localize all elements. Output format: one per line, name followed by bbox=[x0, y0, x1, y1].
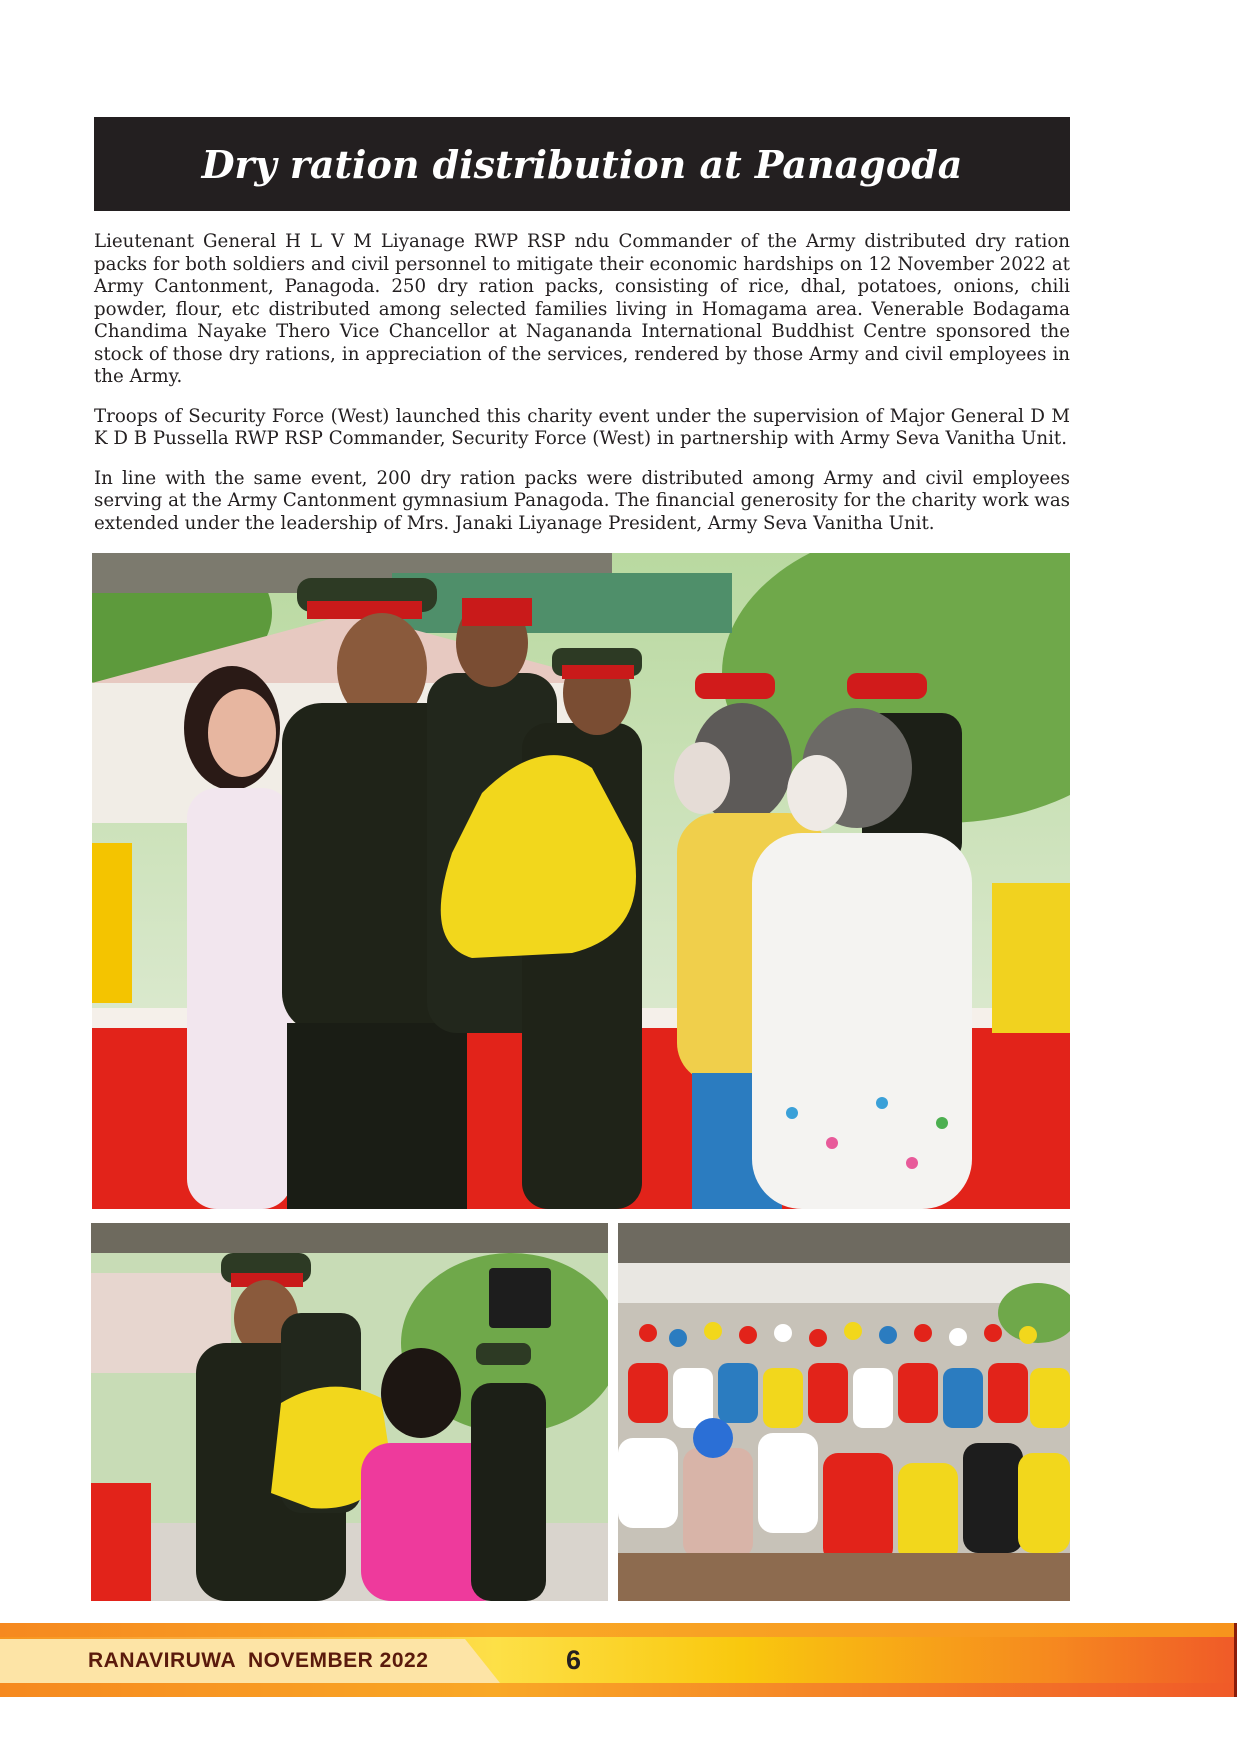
article-paragraph-3: In line with the same event, 200 dry ration packs were distributed among Army and civil employees serving at the Army Cantonment gymnasium Panagoda. The financial generosity for the charity work was extended under the leadership of Mrs. Janaki Liyanage President, Army Seva Vanitha Unit. bbox=[94, 467, 1070, 534]
footer-magazine-name: RANAVIRUWA bbox=[88, 1649, 237, 1672]
article-body bbox=[94, 231, 1070, 552]
photo-bottom-left bbox=[91, 1223, 608, 1601]
photo-bottom-left-image bbox=[91, 1223, 608, 1601]
title-banner bbox=[94, 117, 1070, 211]
page-number: 6 bbox=[566, 1645, 582, 1675]
footer-issue-date: NOVEMBER 2022 bbox=[248, 1649, 429, 1672]
footer-stripe-top bbox=[0, 1623, 1236, 1637]
footer-bar bbox=[0, 1623, 1236, 1697]
footer-stripe-bottom bbox=[0, 1683, 1236, 1697]
article-paragraph-1: Lieutenant General H L V M Liyanage RWP RSP ndu Commander of the Army distributed dry ration packs for both soldiers and civil personnel to mitigate their economic hardships on 12 November 2022 at Army Cantonment, Panagoda. 250 dry ration packs, consisting of rice, dhal, potatoes, onions, chili powder, flour, etc distributed among selected families living in Homagama area. Venerable Bodagama Chandima Nayake Thero Vice Chancellor at Nagananda International Buddhist Centre sponsored the stock of those dry rations, in appreciation of the services, rendered by those Army and civil employees in the Army. bbox=[94, 231, 1070, 387]
photo-main-image bbox=[92, 553, 1070, 1209]
article-paragraph-2: Troops of Security Force (West) launched this charity event under the supervision of Major General D M K D B Pussella RWP RSP Commander, Security Force (West) in partnership with Army Seva Vanitha Unit. bbox=[94, 405, 1070, 449]
photo-bottom-right-image bbox=[618, 1223, 1070, 1601]
article-title: Dry ration distribution at Panagoda bbox=[201, 141, 963, 187]
footer-edge bbox=[1234, 1623, 1237, 1697]
photo-bottom-right bbox=[618, 1223, 1070, 1601]
photo-main bbox=[92, 553, 1070, 1209]
